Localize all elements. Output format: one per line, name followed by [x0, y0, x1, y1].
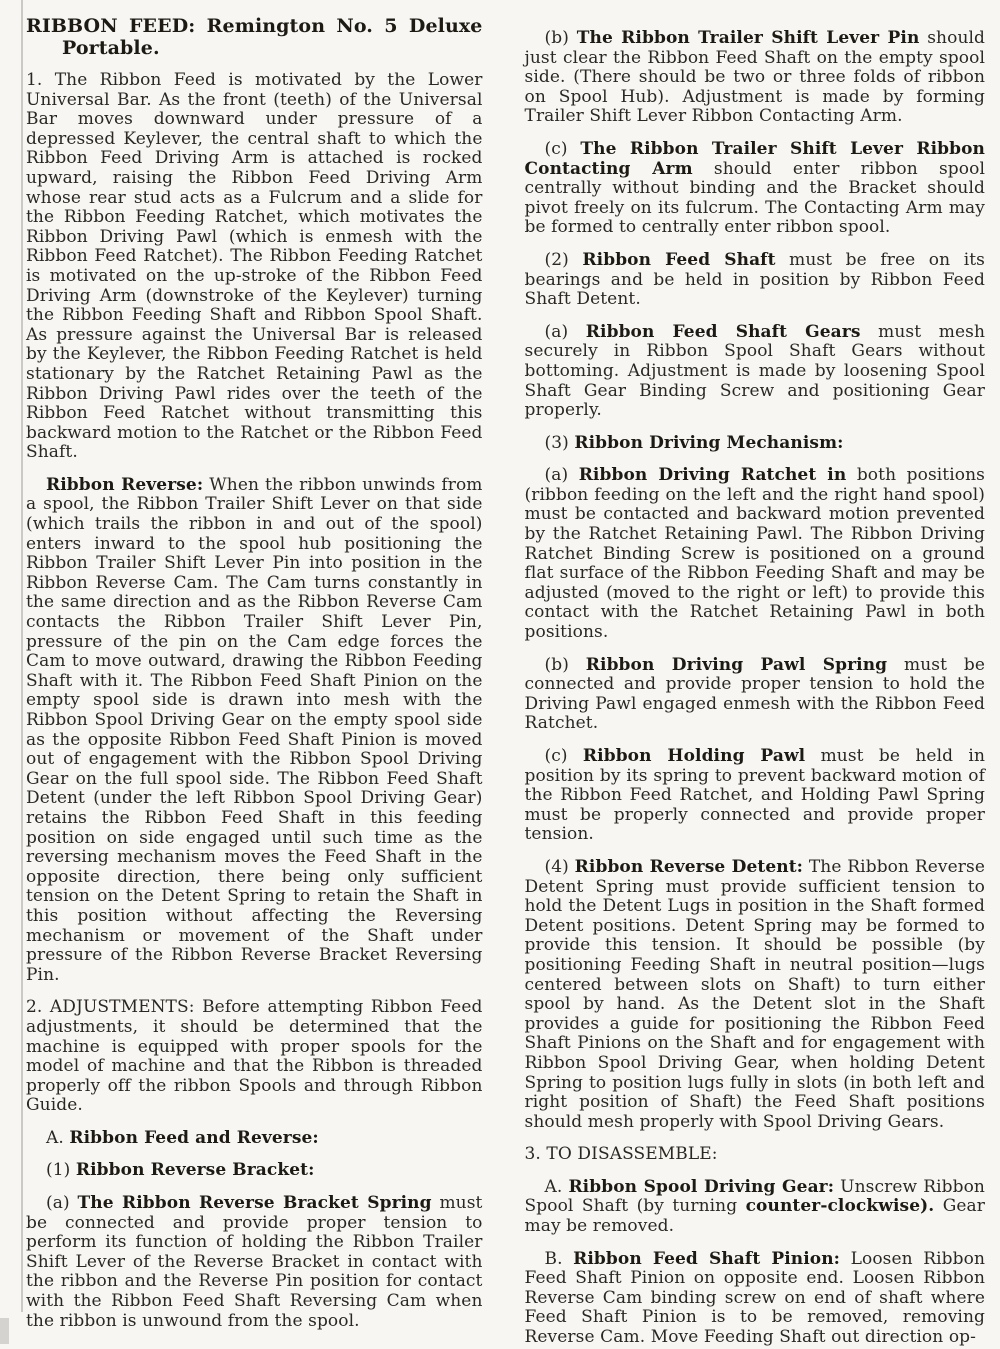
body-text: 3. TO DISASSEMBLE:	[524, 1144, 718, 1165]
body-text: should just clear the Ribbon Feed Shaft on the empty spool side. (There should be two or three folds of ribbon on Spool Hub). Adjustment is made by forming Trailer Shift Lever Ribbon Contacting Arm.	[524, 28, 986, 127]
body-text: must be held in position by its spring to prevent backward motion of the Ribbon Feed Ratchet, and Holding Pawl Spring must be properly connected and provide proper tension.	[524, 746, 986, 845]
bold-text: Ribbon Reverse:	[46, 474, 204, 495]
paragraph-b-feed-shaft-pinion	[525, 1250, 986, 1348]
left-column	[26, 15, 483, 1349]
paragraph-3c-holding-pawl	[525, 747, 986, 845]
body-text: (2)	[544, 249, 583, 270]
body-text: (b)	[544, 28, 577, 48]
paragraph-2-ribbon-feed-shaft	[525, 251, 986, 310]
paragraph-1a-bracket-spring	[26, 1194, 483, 1331]
body-text: Gear may be removed.	[524, 1196, 986, 1237]
body-text: The Ribbon Reverse Detent Spring must provide sufficient tension to hold the Detent Lugs in position in the Shaft formed Detent positions. Detent Spring may be formed to provide this tension. It should be possible (by positioning Feeding Shaft in neutral position—lugs centered between slots on Shaft) to turn either spool by hand. As the Detent slot in the Shaft provides a guide for positioning the Ribbon Feed Shaft Pinions on the Shaft and for engagement with Ribbon Spool Driving Gear, when holding Detent Spring to position lugs fully in slots (in both left and right position of Shaft) the Feed Shaft positions should mesh properly with Spool Driving Gears.	[524, 856, 985, 1132]
body-text: should enter ribbon spool centrally without binding and the Bracket should pivot freely on its fulcrum. The Contacting Arm may be formed to centrally enter ribbon spool.	[524, 158, 985, 238]
bold-text: The Ribbon Trailer Shift Lever Ribbon Contacting Arm	[524, 138, 985, 179]
paragraph-1c-contacting-arm	[525, 140, 986, 238]
body-text: (c)	[544, 746, 583, 766]
heading-3-driving-mechanism	[525, 434, 986, 454]
body-text: both positions (ribbon feeding on the left and the right hand spool) must be contacted and backward motion prevented by the Ratchet Retaining Pawl. The Ribbon Driving Ratchet Binding Screw is positioned on a ground flat surface of the Ribbon Feeding Shaft and may be adjusted (moved to the right or left) to provide this contact with the Ratchet Retaining Pawl in both positions.	[524, 465, 985, 643]
body-text: must be connected and provide proper tension to hold the Driving Pawl engaged enmesh with the Ribbon Feed Ratchet.	[524, 654, 985, 734]
paragraph-3a-driving-ratchet	[525, 466, 986, 642]
bold-text: Ribbon Reverse Bracket:	[75, 1160, 315, 1181]
body-text: Loosen Ribbon Feed Shaft Pinion on opposite end. Loosen Ribbon Reverse Cam binding screw on end of shaft where Feed Shaft Pinion is to be removed, removing Reverse Cam. Move Feeding Shaft out direction op-	[524, 1248, 986, 1348]
bold-text: Ribbon Feed Shaft Gears	[585, 321, 861, 342]
body-text: (a)	[544, 321, 586, 342]
body-text: (a)	[544, 465, 579, 486]
bold-text: Ribbon Driving Pawl Spring	[585, 654, 888, 675]
bold-text: Ribbon Driving Ratchet in	[578, 465, 847, 486]
bold-text: Ribbon Spool Driving Gear:	[568, 1176, 835, 1197]
body-text: (c)	[544, 138, 581, 159]
bold-text: The Ribbon Trailer Shift Lever Pin	[576, 28, 920, 48]
bold-text: RIBBON FEED: Remington No. 5 Deluxe Portable.	[26, 15, 483, 59]
bold-text: Ribbon Feed and Reverse:	[69, 1127, 319, 1148]
body-text: 2. ADJUSTMENTS: Before attempting Ribbon Feed adjustments, it should be determined that the machine is equipped with proper spools for the model of machine and that the Ribbon is threaded properly off the ribbon Spools and through Ribbon Guide.	[26, 997, 483, 1116]
paragraph-ribbon-reverse	[26, 476, 483, 985]
heading-a-ribbon-feed-reverse	[26, 1129, 483, 1149]
body-text: Unscrew Ribbon Spool Shaft (by turning	[524, 1176, 985, 1217]
body-text: A.	[544, 1176, 569, 1197]
body-text: (b)	[544, 654, 586, 675]
body-text: must mesh securely in Ribbon Spool Shaft Gears without bottoming. Adjustment is made by loosening Spool Shaft Gear Binding Screw and positioning Gear properly.	[524, 321, 985, 421]
heading-1-ribbon-reverse-bracket	[26, 1161, 483, 1181]
paragraph-1-operation	[26, 71, 483, 463]
bold-text: Ribbon Driving Mechanism:	[574, 432, 844, 453]
body-text: (1)	[46, 1160, 76, 1181]
paragraph-2a-feed-shaft-gears	[525, 323, 986, 421]
body-text: must be free on its bearings and be held in position by Ribbon Feed Shaft Detent.	[524, 249, 986, 310]
body-text: B.	[544, 1248, 574, 1269]
paragraph-2-adjustments	[26, 998, 483, 1116]
body-text: A.	[46, 1127, 70, 1148]
body-text: must be connected and provide proper tension to perform its function of holding the Ribbon Trailer Shift Lever of the Reverse Bracket in contact with the ribbon and the Reverse Pin position for contact with the Ribbon Feed Shaft Reversing Cam when the ribbon is unwound from the spool.	[26, 1193, 483, 1331]
scan-smudge-artifact	[0, 1318, 9, 1344]
scan-edge-line-artifact	[21, 0, 23, 1312]
heading-3-to-disassemble	[525, 1145, 986, 1165]
bold-text: Ribbon Holding Pawl	[582, 746, 806, 766]
document-title	[26, 15, 483, 59]
paragraph-4-reverse-detent	[525, 858, 986, 1132]
right-column	[525, 15, 986, 1349]
bold-text: Ribbon Feed Shaft	[582, 249, 776, 270]
bold-text: Ribbon Feed Shaft Pinion:	[573, 1248, 841, 1269]
body-text: When the ribbon unwinds from a spool, the Ribbon Trailer Shift Lever on that side (which trails the ribbon in and out of the spool) enters inward to the spool hub positioning the Ribbon Trailer Shift Lever Pin into position in the Ribbon Reverse Cam. The Cam turns constantly in the same direction and as the Ribbon Reverse Cam contacts the Ribbon Trailer Shift Lever Pin, pressure of the pin on the Cam edge forces the Cam to move outward, drawing the Ribbon Feeding Shaft with it. The Ribbon Feed Shaft Pinion on the empty spool side is drawn into mesh with the Ribbon Spool Driving Gear on the empty spool side as the opposite Ribbon Feed Shaft Pinion is moved out of engagement with the Ribbon Spool Driving Gear on the full spool side. The Ribbon Feed Shaft Detent (under the left Ribbon Spool Driving Gear) retains the Ribbon Feed Shaft in this feeding position on side engaged until such time as the reversing mechanism moves the Feed Shaft in the opposite direction, there being only sufficient tension on the Detent Spring to retain the Shaft in this position without affecting the Reversing mechanism or movement of the Shaft under pressure of the Ribbon Reverse Bracket Reversing Pin.	[26, 474, 483, 985]
paragraph-1b-shift-lever-pin	[525, 29, 986, 127]
body-text: 1. The Ribbon Feed is motivated by the Lower Universal Bar. As the front (teeth) of the Universal Bar moves downward under pressure of a depressed Keylever, the central shaft to which the Ribbon Feed Driving Arm is attached is rocked upward, raising the Ribbon Feed Driving Arm whose rear stud acts as a Fulcrum and a slide for the Ribbon Feeding Ratchet, which motivates the Ribbon Driving Pawl (which is enmesh with the Ribbon Feed Ratchet). The Ribbon Feeding Ratchet is motivated on the up-stroke of the Ribbon Feed Driving Arm (downstroke of the Keylever) turning the Ribbon Feeding Shaft and Ribbon Spool Shaft. As pressure against the Universal Bar is released by the Keylever, the Ribbon Feeding Ratchet is held stationary by the Ratchet Retaining Pawl as the Ribbon Driving Pawl rides over the teeth of the Ribbon Feed Ratchet without transmitting this backward motion to the Ratchet or the Ribbon Feed Shaft.	[26, 70, 483, 463]
bold-text: counter-clockwise).	[745, 1196, 935, 1217]
paragraph-3b-driving-pawl-spring	[525, 656, 986, 734]
body-text: (a)	[46, 1193, 78, 1214]
body-text: (4)	[544, 856, 575, 877]
bold-text: The Ribbon Reverse Bracket Spring	[77, 1193, 432, 1214]
body-text: (3)	[544, 432, 575, 453]
bold-text: Ribbon Reverse Detent:	[574, 856, 804, 877]
paragraph-a-spool-driving-gear	[525, 1178, 986, 1237]
